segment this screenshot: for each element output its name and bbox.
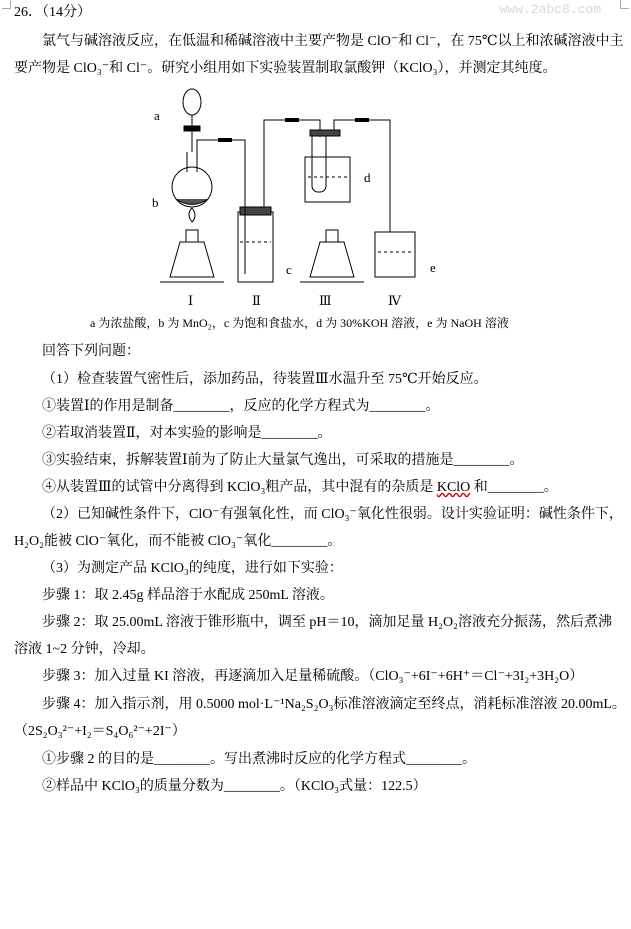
step-2-line-1: 步骤 2：取 25.00mL 溶液于锥形瓶中，调至 pH＝10，滴加足量 H₂O₂溶液充分振荡，然后煮沸 (42, 615, 613, 630)
part-2-line-1: （2）已知碱性条件下，ClO⁻有强氧化性，而 ClO₃⁻氧化性很弱。设计实验证明：碱性条件下， (42, 507, 623, 522)
step-1: 步骤 1：取 2.45g 样品溶于水配成 250mL 溶液。 (42, 588, 334, 603)
part-3-q2: ②样品中 KClO₃的质量分数为________。（KClO₃式量：122.5） (42, 779, 427, 794)
q4-text: ④从装置Ⅲ的试管中分离得到 KClO₃粗产品，其中混有的杂质是 (42, 480, 437, 495)
part-1-q4 (42, 479, 558, 497)
page-corner-mark (620, 0, 629, 9)
label-a: a (154, 108, 160, 123)
apparatus-1 (160, 89, 245, 282)
part-2-line-2: H₂O₂能被 ClO⁻氧化，而不能被 ClO₃⁻氧化________。 (14, 534, 342, 549)
apparatus-label-4: Ⅳ (388, 293, 401, 308)
step-3: 步骤 3：加入过量 KI 溶液，再逐滴加入足量稀硫酸。（ClO₃⁻+6I⁻+6H⁺＝Cl⁻+3I₂+3H₂O） (42, 669, 584, 684)
step-4-line-1: 步骤 4：加入指示剂，用 0.5000 mol·L⁻¹Na₂S₂O₃标准溶液滴定至终点，消耗标准溶液 20.00mL。 (42, 697, 626, 712)
part-3: （3）为测定产品 KClO₃的纯度，进行如下实验： (42, 561, 343, 576)
apparatus-label-3: Ⅲ (319, 293, 332, 308)
question-number: 26．（14分） (14, 5, 91, 20)
q4-kclo: KClO (436, 480, 471, 495)
label-e: e (430, 260, 436, 275)
answer-intro: 回答下列问题： (42, 344, 140, 359)
apparatus-label-2: Ⅱ (252, 293, 261, 308)
apparatus-diagram (140, 82, 480, 297)
part-1: （1）检查装置气密性后，添加药品，待装置Ⅲ水温升至 75℃开始反应。 (42, 372, 488, 387)
intro-line-1: 氯气与碱溶液反应，在低温和稀碱溶液中主要产物是 ClO⁻和 Cl⁻，在 75℃以上和浓碱溶液中主 (42, 34, 624, 49)
apparatus-label-1: Ⅰ (188, 293, 194, 308)
part-3-q1: ①步骤 2 的目的是________。写出煮沸时反应的化学方程式________。 (42, 752, 476, 767)
apparatus-3 (300, 118, 390, 282)
label-b: b (152, 195, 159, 210)
watermark: www.2abc8.com (499, 2, 601, 17)
page-corner-mark (2, 0, 11, 9)
step-2-line-2: 溶液 1~2 分钟，冷却。 (14, 642, 155, 657)
intro-line-2: 要产物是 ClO₃⁻和 Cl⁻。研究小组用如下实验装置制取氯酸钾（KClO₃），并测定其纯度。 (14, 61, 557, 76)
label-d: d (364, 170, 371, 185)
apparatus-4 (375, 232, 415, 277)
part-1-q2: ②若取消装置Ⅱ，对本实验的影响是________。 (42, 426, 332, 441)
label-c: c (286, 262, 292, 277)
step-4-line-2: （2S₂O₃²⁻+I₂＝S₄O₆²⁻+2I⁻） (14, 724, 186, 739)
diagram-caption: a 为浓盐酸，b 为 MnO₂，c 为饱和食盐水，d 为 30%KOH 溶液，e 为 NaOH 溶液 (90, 316, 509, 330)
q4-blank: 和________。 (470, 480, 558, 495)
part-1-q1: ①装置Ⅰ的作用是制备________，反应的化学方程式为________。 (42, 399, 440, 414)
part-1-q3: ③实验结束，拆解装置Ⅰ前为了防止大量氯气逸出，可采取的措施是________。 (42, 453, 524, 468)
